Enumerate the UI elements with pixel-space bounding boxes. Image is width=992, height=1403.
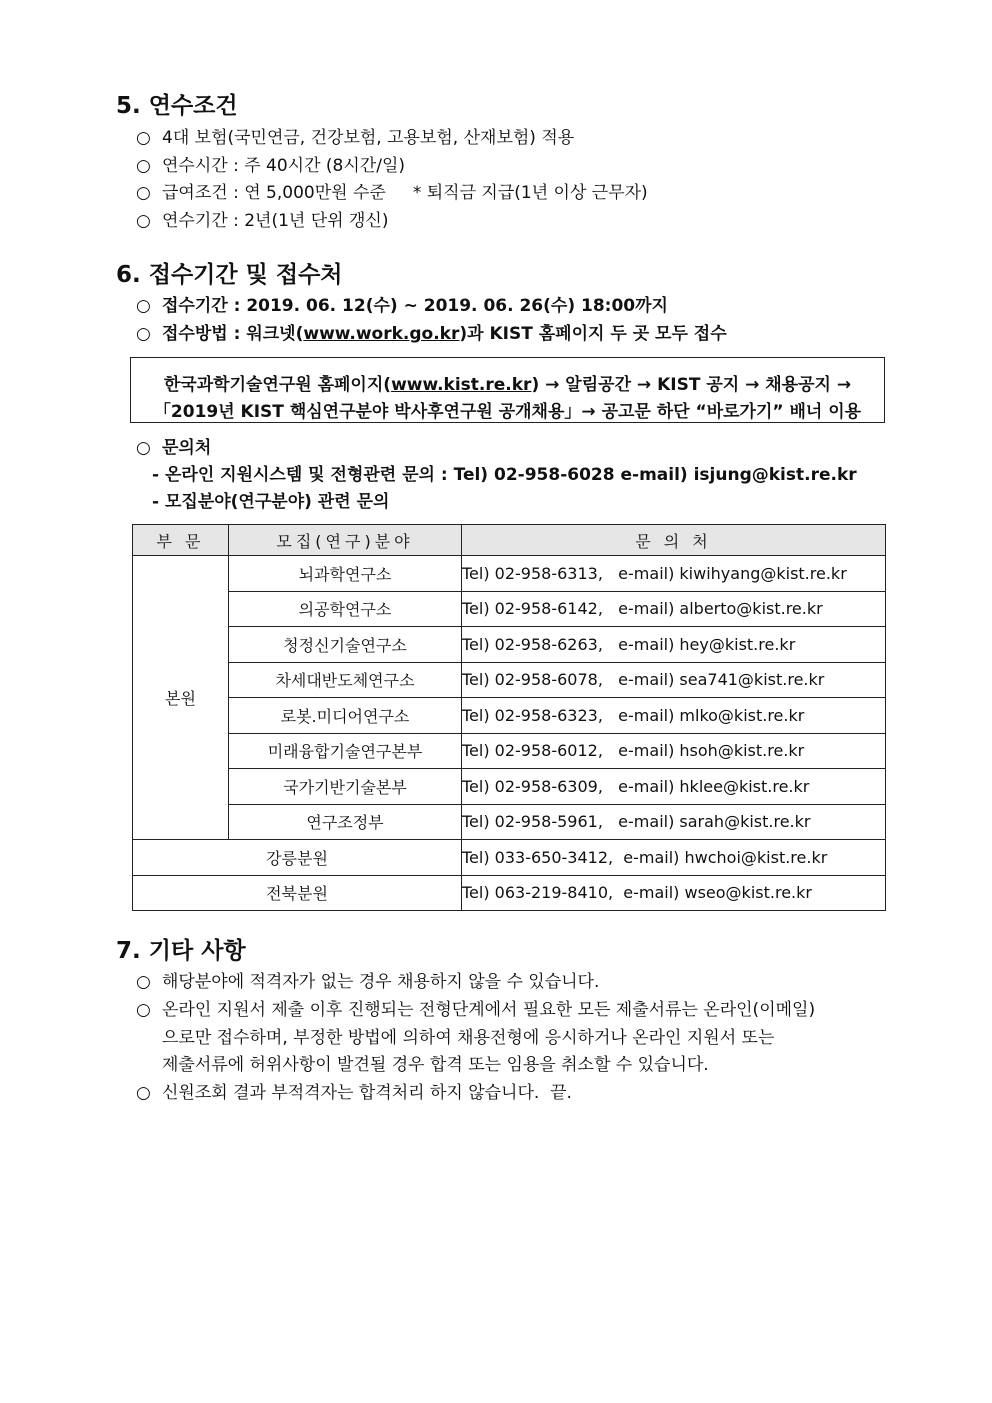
field-cell: 뇌과학연구소 bbox=[229, 556, 462, 592]
table-row bbox=[133, 840, 886, 876]
route-line-1: 한국과학기술연구원 홈페이지(www.kist.re.kr) → 알림공간 → KIST 공지 → 채용공지 → bbox=[163, 375, 852, 395]
table-row bbox=[133, 698, 886, 734]
dept-cell-main: 본원 bbox=[133, 556, 229, 840]
section-7-item: ○ 온라인 지원서 제출 이후 진행되는 전형단계에서 필요한 모든 제출서류는 온라인(이메일) bbox=[136, 1000, 816, 1020]
kist-homepage-link[interactable]: www.kist.re.kr bbox=[391, 375, 532, 395]
section-7-item: ○ 신원조회 결과 부적격자는 합격처리 하지 않습니다. 끝. bbox=[136, 1083, 572, 1103]
section-6-title: 6. 접수기간 및 접수처 bbox=[116, 262, 343, 288]
contact-cell: Tel) 02-958-6309, e-mail) hklee@kist.re.kr bbox=[462, 769, 886, 805]
table-row bbox=[133, 591, 886, 627]
bullet-circle-icon: ○ bbox=[136, 972, 151, 992]
table-row bbox=[133, 662, 886, 698]
table-row bbox=[133, 804, 886, 840]
table-row bbox=[133, 627, 886, 663]
field-cell: 로봇.미디어연구소 bbox=[229, 698, 462, 734]
contact-cell: Tel) 063-219-8410, e-mail) wseo@kist.re.kr bbox=[462, 875, 886, 911]
field-cell: 차세대반도체연구소 bbox=[229, 662, 462, 698]
section-5-item: ○ 급여조건 : 연 5,000만원 수준 * 퇴직금 지급(1년 이상 근무자) bbox=[136, 183, 648, 203]
contact-cell: Tel) 02-958-6263, e-mail) hey@kist.re.kr bbox=[462, 627, 886, 663]
application-route-box bbox=[130, 357, 885, 423]
contact-cell: Tel) 02-958-5961, e-mail) sarah@kist.re.kr bbox=[462, 804, 886, 840]
table-row bbox=[133, 556, 886, 592]
bullet-circle-icon: ○ bbox=[136, 211, 151, 231]
bullet-circle-icon: ○ bbox=[136, 296, 151, 316]
contact-cell: Tel) 02-958-6142, e-mail) alberto@kist.re.kr bbox=[462, 591, 886, 627]
table-row bbox=[133, 733, 886, 769]
contact-heading: ○ 문의처 bbox=[136, 438, 212, 458]
branch-cell: 전북분원 bbox=[133, 875, 462, 911]
bullet-circle-icon: ○ bbox=[136, 324, 151, 344]
table-row bbox=[133, 769, 886, 805]
header-contact: 문 의 처 bbox=[462, 525, 886, 556]
section-7-item: ○ 해당분야에 적격자가 없는 경우 채용하지 않을 수 있습니다. bbox=[136, 972, 600, 992]
worknet-link[interactable]: www.work.go.kr bbox=[303, 324, 460, 344]
table-header-row bbox=[133, 525, 886, 556]
bullet-circle-icon: ○ bbox=[136, 128, 151, 148]
contact-cell: Tel) 02-958-6313, e-mail) kiwihyang@kist.re.kr bbox=[462, 556, 886, 592]
section-7-item-continued: 으로만 접수하며, 부정한 방법에 의하여 채용전형에 응시하거나 온라인 지원서 또는 bbox=[162, 1028, 775, 1048]
section-5-item: ○ 연수시간 : 주 40시간 (8시간/일) bbox=[136, 156, 406, 176]
route-line-2: 「2019년 KIST 핵심연구분야 박사후연구원 공개채용」→ 공고문 하단 “바로가기” 배너 이용 bbox=[153, 402, 862, 422]
contact-online: - 온라인 지원시스템 및 전형관련 문의 : Tel) 02-958-6028 e-mail) isjung@kist.re.kr bbox=[152, 465, 857, 485]
application-period: ○ 접수기간 : 2019. 06. 12(수) ~ 2019. 06. 26(수) 18:00까지 bbox=[136, 296, 668, 316]
field-cell: 의공학연구소 bbox=[229, 591, 462, 627]
field-cell: 국가기반기술본부 bbox=[229, 769, 462, 805]
contact-cell: Tel) 02-958-6078, e-mail) sea741@kist.re.kr bbox=[462, 662, 886, 698]
header-field: 모집(연구)분야 bbox=[229, 525, 462, 556]
contact-cell: Tel) 02-958-6323, e-mail) mlko@kist.re.kr bbox=[462, 698, 886, 734]
contact-table bbox=[132, 524, 886, 911]
field-cell: 미래융합기술연구본부 bbox=[229, 733, 462, 769]
contact-cell: Tel) 033-650-3412, e-mail) hwchoi@kist.re.kr bbox=[462, 840, 886, 876]
section-7-item-continued: 제출서류에 허위사항이 발견될 경우 합격 또는 임용을 취소할 수 있습니다. bbox=[162, 1055, 709, 1075]
bullet-circle-icon: ○ bbox=[136, 1083, 151, 1103]
bullet-circle-icon: ○ bbox=[136, 1000, 151, 1020]
contact-field: - 모집분야(연구분야) 관련 문의 bbox=[152, 492, 390, 512]
header-dept: 부 문 bbox=[133, 525, 229, 556]
contact-cell: Tel) 02-958-6012, e-mail) hsoh@kist.re.kr bbox=[462, 733, 886, 769]
field-cell: 연구조정부 bbox=[229, 804, 462, 840]
section-5-item: ○ 연수기간 : 2년(1년 단위 갱신) bbox=[136, 211, 389, 231]
bullet-circle-icon: ○ bbox=[136, 438, 151, 458]
branch-cell: 강릉분원 bbox=[133, 840, 462, 876]
application-method: ○ 접수방법 : 워크넷(www.work.go.kr)과 KIST 홈페이지 두 곳 모두 접수 bbox=[136, 324, 727, 344]
bullet-circle-icon: ○ bbox=[136, 156, 151, 176]
section-5-title: 5. 연수조건 bbox=[116, 93, 238, 119]
section-7-title: 7. 기타 사항 bbox=[116, 938, 246, 964]
bullet-circle-icon: ○ bbox=[136, 183, 151, 203]
section-5-item: ○ 4대 보험(국민연금, 건강보험, 고용보험, 산재보험) 적용 bbox=[136, 128, 575, 148]
table-row bbox=[133, 875, 886, 911]
field-cell: 청정신기술연구소 bbox=[229, 627, 462, 663]
